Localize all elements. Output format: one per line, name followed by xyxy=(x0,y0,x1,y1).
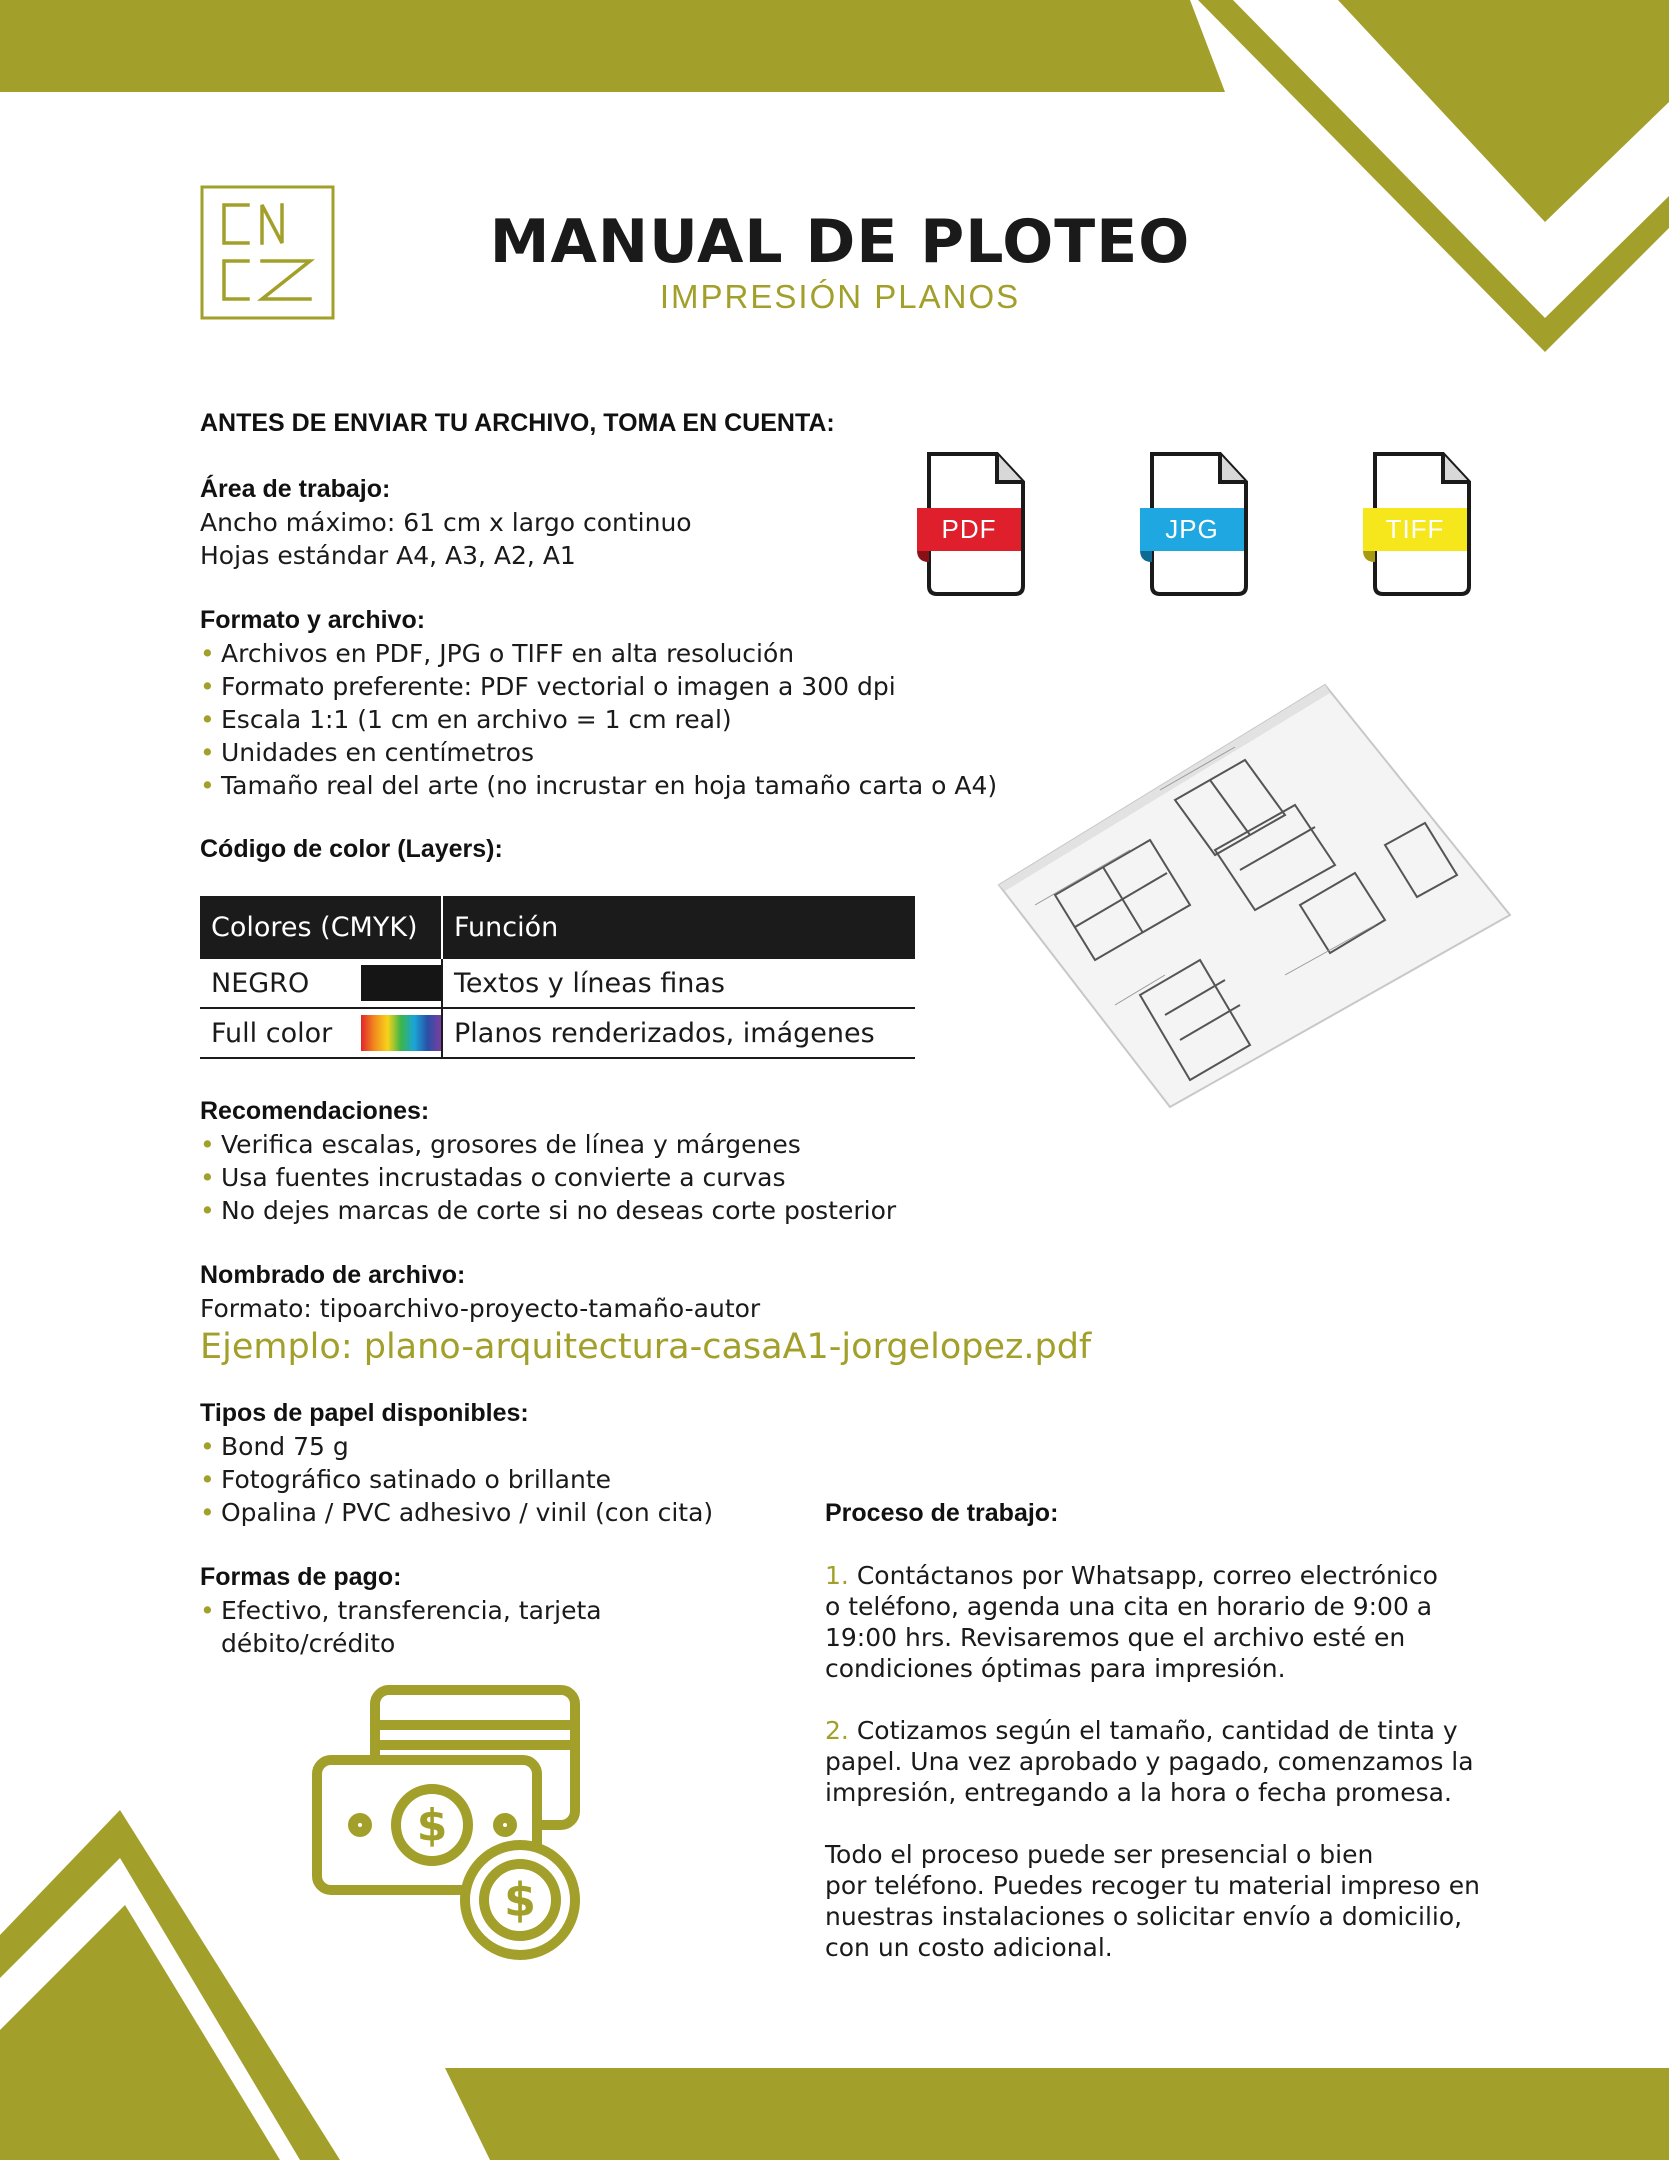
nombrado-heading: Nombrado de archivo: xyxy=(200,1261,466,1289)
table-cell: Planos renderizados, imágenes xyxy=(442,1008,915,1058)
table-row xyxy=(200,1008,915,1058)
formato-heading: Formato y archivo: xyxy=(200,606,426,634)
blueprint-image xyxy=(995,675,1515,1115)
papel-heading: Tipos de papel disponibles: xyxy=(200,1399,529,1427)
table-cell: NEGRO xyxy=(200,959,442,1008)
jpg-file-icon xyxy=(1138,450,1258,600)
jpg-tag: JPG xyxy=(1140,508,1244,551)
proceso-heading: Proceso de trabajo: xyxy=(825,1499,1059,1527)
table-cell: Full color xyxy=(200,1008,442,1058)
full-color-swatch xyxy=(361,1015,441,1051)
table-header: Colores (CMYK) xyxy=(200,896,442,959)
list-item: • No dejes marcas de corte si no deseas corte posterior xyxy=(200,1196,897,1225)
page-title: MANUAL DE PLOTEO xyxy=(489,207,1191,277)
list-item: • Efectivo, transferencia, tarjeta xyxy=(200,1596,602,1625)
pago-heading: Formas de pago: xyxy=(200,1563,402,1591)
table-cell: Textos y líneas finas xyxy=(442,959,915,1008)
recomendaciones-list xyxy=(200,1128,896,1227)
list-item: • Tamaño real del arte (no incrustar en hoja tamaño carta o A4) xyxy=(200,771,998,800)
color-code-table xyxy=(200,896,915,1059)
list-item: • Escala 1:1 (1 cm en archivo = 1 cm real) xyxy=(200,705,732,734)
intro-heading: ANTES DE ENVIAR TU ARCHIVO, TOMA EN CUENTA: xyxy=(200,409,835,437)
logo-icon xyxy=(200,185,335,320)
list-item: • Archivos en PDF, JPG o TIFF en alta resolución xyxy=(200,639,795,668)
nombrado-format: Formato: tipoarchivo-proyecto-tamaño-autor xyxy=(200,1294,761,1323)
tiff-tag: TIFF xyxy=(1363,508,1467,551)
page-subtitle: IMPRESIÓN PLANOS xyxy=(659,278,1021,315)
payment-money-card-icon xyxy=(310,1685,590,1960)
color-code-heading: Código de color (Layers): xyxy=(200,835,503,863)
list-item: • Unidades en centímetros xyxy=(200,738,534,767)
tiff-file-icon xyxy=(1361,450,1481,600)
papel-list xyxy=(200,1430,713,1529)
svg-text:$: $ xyxy=(503,1873,537,1927)
list-item: débito/crédito xyxy=(221,1629,396,1658)
area-line: Ancho máximo: 61 cm x largo continuo xyxy=(200,508,692,537)
svg-text:$: $ xyxy=(416,1800,448,1851)
table-row xyxy=(200,959,915,1008)
recomendaciones-heading: Recomendaciones: xyxy=(200,1097,430,1125)
black-swatch xyxy=(361,965,441,1001)
proceso-step-1: 1. Contáctanos por Whatsapp, correo electrónico o teléfono, agenda una cita en horario de 9:00 a 19:00 hrs. Revisaremos que el archivo esté en condiciones óptimas para impresión. xyxy=(825,1561,1438,1683)
list-item: • Bond 75 g xyxy=(200,1432,349,1461)
list-item: • Opalina / PVC adhesivo / vinil (con cita) xyxy=(200,1498,714,1527)
formato-list xyxy=(200,637,997,802)
proceso-step-2: 2. Cotizamos según el tamaño, cantidad de tinta y papel. Una vez aprobado y pagado, comenzamos la impresión, entregando a la hora o fecha promesa. xyxy=(825,1716,1474,1807)
list-item: • Usa fuentes incrustadas o convierte a curvas xyxy=(200,1163,786,1192)
pago-list xyxy=(200,1594,602,1660)
table-header: Función xyxy=(442,896,915,959)
pdf-tag: PDF xyxy=(917,508,1021,551)
area-heading: Área de trabajo: xyxy=(200,475,391,503)
list-item: • Fotográfico satinado o brillante xyxy=(200,1465,612,1494)
area-line: Hojas estándar A4, A3, A2, A1 xyxy=(200,541,576,570)
list-item: • Formato preferente: PDF vectorial o imagen a 300 dpi xyxy=(200,672,896,701)
pdf-file-icon xyxy=(915,450,1035,600)
proceso-closing: Todo el proceso puede ser presencial o bien por teléfono. Puedes recoger tu material impreso en nuestras instalaciones o solicitar envío a domicilio, con un costo adicional. xyxy=(825,1840,1480,1962)
list-item: • Verifica escalas, grosores de línea y márgenes xyxy=(200,1130,801,1159)
nombrado-example: Ejemplo: plano-arquitectura-casaA1-jorgelopez.pdf xyxy=(200,1327,1092,1367)
